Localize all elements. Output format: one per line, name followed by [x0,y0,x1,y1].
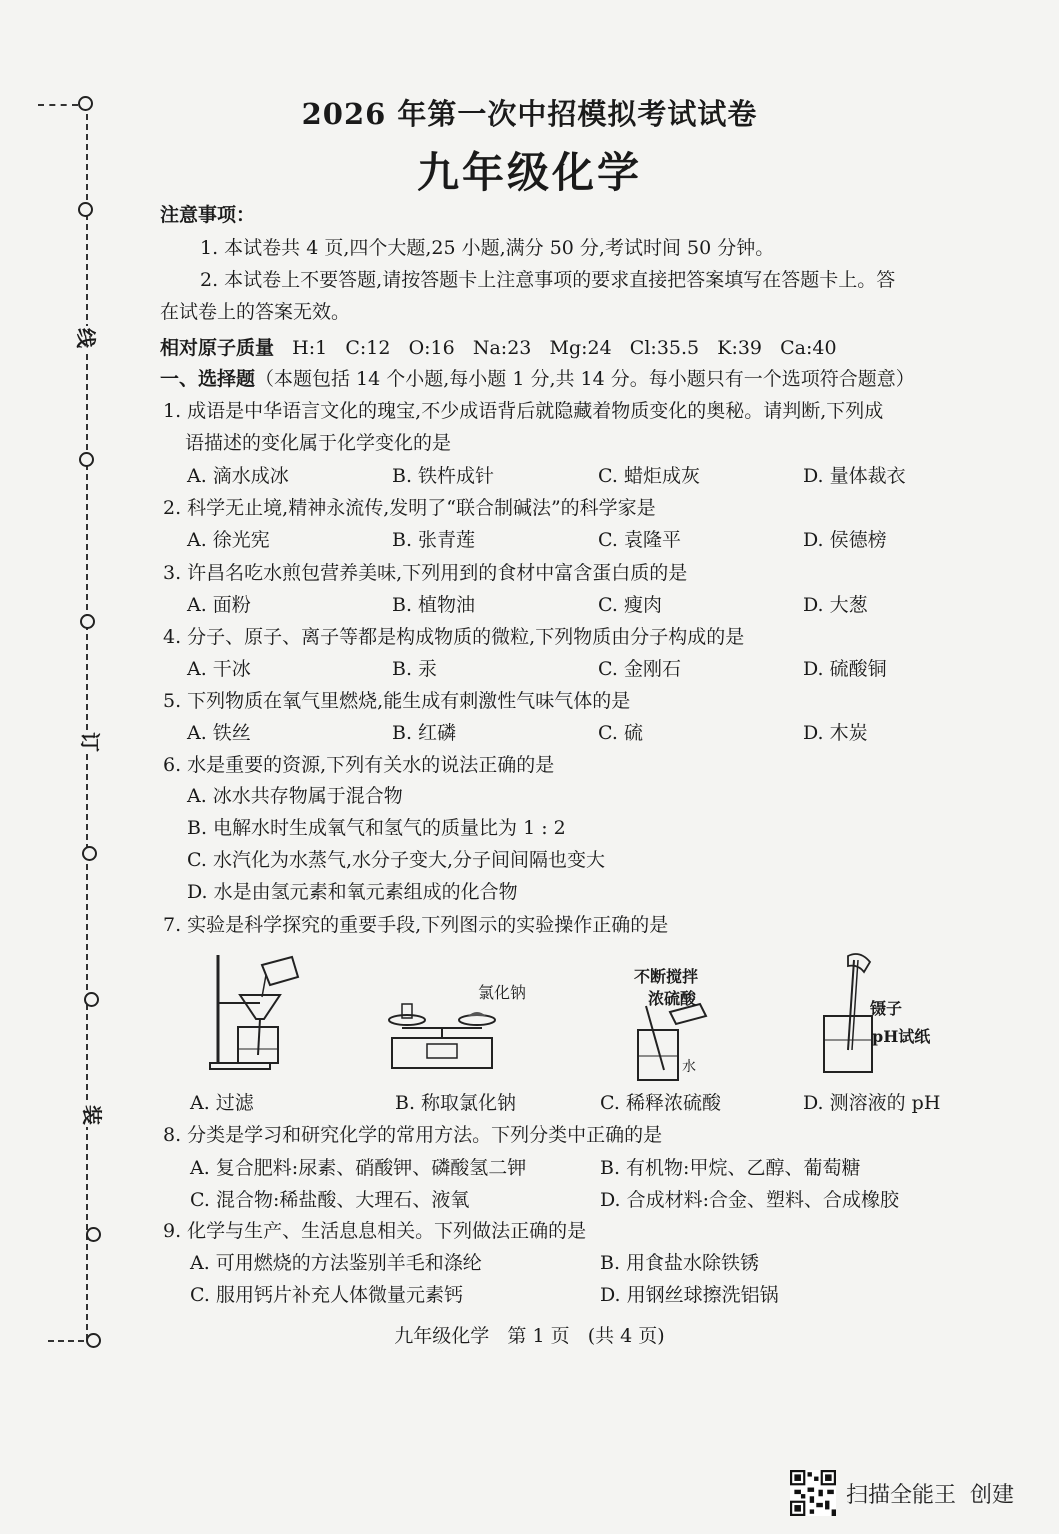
binding-dashed-line [86,104,88,1340]
q4-option-a[interactable]: A. 干冰 [187,658,251,680]
q6-option-b[interactable]: B. 电解水时生成氧气和氢气的质量比为 1 : 2 [187,817,566,839]
figure-dilution [630,1000,710,1085]
page-footer-text: 九年级化学 第 1 页 (共 4 页) [394,1325,665,1347]
figure-filtration [200,945,310,1080]
atomic-mass-label: 相对原子质量 [160,337,275,359]
q7-stem: 7. 实验是科学探究的重要手段,下列图示的实验操作正确的是 [163,914,669,936]
q1-stem-a: 1. 成语是中华语言文化的瑰宝,不少成语背后就隐藏着物质变化的奥秘。请判断,下列成 [163,400,884,422]
q7-option-c[interactable]: C. 稀释浓硫酸 [600,1092,721,1114]
q7-option-d[interactable]: D. 测溶液的 pH [803,1092,941,1114]
binding-hole [79,452,94,467]
binding-hole [84,992,99,1007]
scanner-watermark [790,1470,1014,1516]
q3-option-c[interactable]: C. 瘦肉 [598,594,662,616]
q1-option-b[interactable]: B. 铁杵成针 [392,465,495,487]
q5-stem: 5. 下列物质在氧气里燃烧,能生成有刺激性气味气体的是 [163,690,631,712]
q2-stem: 2. 科学无止境,精神永流传,发明了“联合制碱法”的科学家是 [163,497,656,519]
figure-label-ph-paper: pH试纸 [872,1027,931,1046]
q8-option-d[interactable]: D. 合成材料:合金、塑料、合成橡胶 [600,1189,900,1211]
q8-option-b[interactable]: B. 有机物:甲烷、乙醇、葡萄糖 [600,1157,861,1179]
figure-label-water: 水 [682,1059,696,1075]
q8-option-c[interactable]: C. 混合物:稀盐酸、大理石、液氧 [190,1189,470,1211]
q6-option-a[interactable]: A. 冰水共存物属于混合物 [187,785,403,807]
section-1-desc: （本题包括 14 个小题,每小题 1 分,共 14 分。每小题只有一个选项符合题意） [255,368,915,390]
q3-option-a[interactable]: A. 面粉 [187,594,251,616]
figure-label-stir: 不断搅拌 [634,967,699,986]
q3-stem: 3. 许昌名吃水煎包营养美味,下列用到的食材中富含蛋白质的是 [163,562,688,584]
qr-code-icon [790,1470,836,1516]
exam-title: 2026 年第一次中招模拟考试试卷 [301,97,758,131]
q4-stem: 4. 分子、原子、离子等都是构成物质的微粒,下列物质由分子构成的是 [163,626,745,648]
section-1-header [160,366,915,392]
q6-stem: 6. 水是重要的资源,下列有关水的说法正确的是 [163,754,555,776]
notes-heading: 注意事项： [160,204,256,226]
q6-option-d[interactable]: D. 水是由氢元素和氧元素组成的化合物 [187,881,518,903]
q6-option-c[interactable]: C. 水汽化为水蒸气,水分子变大,分子间间隔也变大 [187,849,606,871]
q2-option-d[interactable]: D. 侯德榜 [803,529,887,551]
q7-option-a[interactable]: A. 过滤 [190,1092,254,1114]
notes-line-1: 1. 本试卷共 4 页,四个大题,25 小题,满分 50 分,考试时间 50 分钟。 [200,237,775,259]
q3-option-b[interactable]: B. 植物油 [392,594,476,616]
q9-option-a[interactable]: A. 可用燃烧的方法鉴别羊毛和涤纶 [190,1252,482,1274]
binding-hole [86,1227,101,1242]
binding-label-bind: 装 [80,1105,104,1125]
binding-hole [78,202,93,217]
notes-line-2a: 2. 本试卷上不要答题,请按答题卡上注意事项的要求直接把答案填写在答题卡上。答 [200,269,896,291]
subject-title: 九年级化学 [416,148,642,197]
q7-option-b[interactable]: B. 称取氯化钠 [395,1092,517,1114]
q2-option-c[interactable]: C. 袁隆平 [598,529,681,551]
q4-option-b[interactable]: B. 汞 [392,658,438,680]
binding-hole [82,846,97,861]
section-1-heading: 一、选择题 [160,368,256,390]
q2-option-a[interactable]: A. 徐光宪 [187,529,270,551]
q5-option-c[interactable]: C. 硫 [598,722,643,744]
q1-option-d[interactable]: D. 量体裁衣 [803,465,906,487]
atomic-mass-values: H:1 C:12 O:16 Na:23 Mg:24 Cl:35.5 K:39 Ca:40 [292,337,837,359]
q3-option-d[interactable]: D. 大葱 [803,594,868,616]
q8-stem: 8. 分类是学习和研究化学的常用方法。下列分类中正确的是 [163,1124,663,1146]
q9-option-c[interactable]: C. 服用钙片补充人体微量元素钙 [190,1284,463,1306]
q9-stem: 9. 化学与生产、生活息息相关。下列做法正确的是 [163,1220,587,1242]
q4-option-c[interactable]: C. 金刚石 [598,658,681,680]
atomic-mass-row [160,335,837,361]
figure-label-nacl: 氯化钠 [478,983,527,1002]
q1-stem-b: 语描述的变化属于化学变化的是 [185,432,452,454]
notes-line-2b: 在试卷上的答案无效。 [160,301,351,323]
q4-option-d[interactable]: D. 硫酸铜 [803,658,887,680]
binding-hole [80,614,95,629]
binding-label-order: 订 [78,732,102,752]
figure-label-tweezers: 镊子 [870,999,903,1018]
q2-option-b[interactable]: B. 张青莲 [392,529,476,551]
q9-option-d[interactable]: D. 用钢丝球擦洗铝锅 [600,1284,779,1306]
q9-option-b[interactable]: B. 用食盐水除铁锈 [600,1252,760,1274]
q5-option-a[interactable]: A. 铁丝 [187,722,251,744]
binding-label-line: 线 [74,328,98,348]
figure-label-acid: 浓硫酸 [648,989,697,1008]
page-footer [0,1321,1059,1348]
q5-option-b[interactable]: B. 红磷 [392,722,457,744]
q5-option-d[interactable]: D. 木炭 [803,722,868,744]
scanner-watermark-text: 扫描全能王 创建 [846,1482,1014,1508]
q8-option-a[interactable]: A. 复合肥料:尿素、硝酸钾、磷酸氢二钾 [190,1157,527,1179]
q1-option-c[interactable]: C. 蜡炬成灰 [598,465,700,487]
q1-option-a[interactable]: A. 滴水成冰 [187,465,289,487]
